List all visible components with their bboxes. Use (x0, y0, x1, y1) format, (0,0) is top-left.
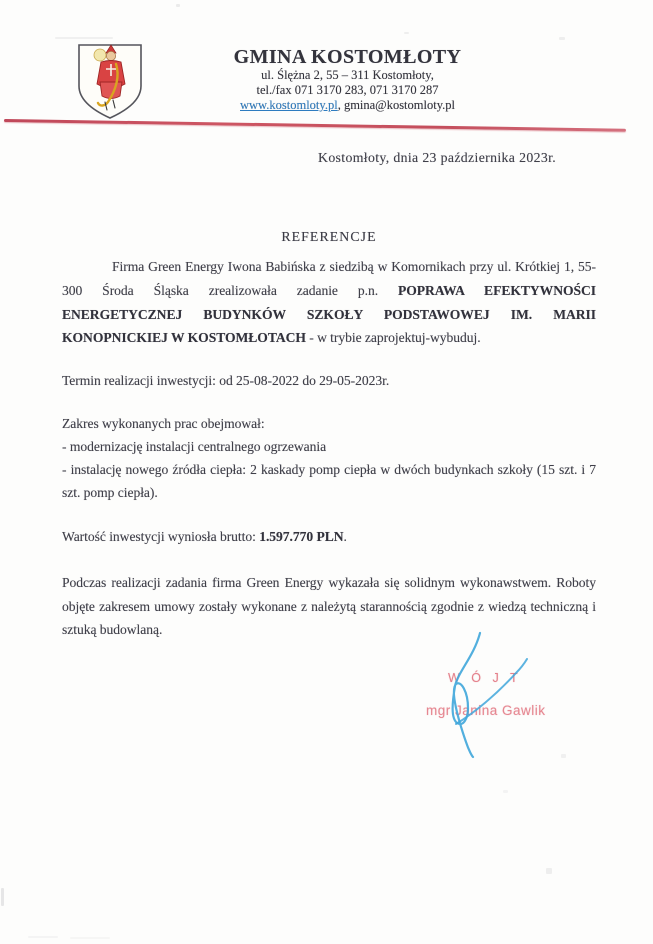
org-email: , gmina@kostomloty.pl (337, 98, 455, 112)
scan-artifact (561, 754, 566, 758)
date-line: Kostomłoty, dnia 23 października 2023r. (318, 150, 557, 165)
scan-artifact (176, 4, 180, 7)
letterhead (200, 46, 495, 113)
org-address: ul. Ślężna 2, 55 – 311 Kostomłoty, (261, 68, 434, 82)
value-text: Wartość inwestycji wyniosła brutto: (62, 529, 260, 544)
value-amount-bold: 1.597.770 PLN (259, 529, 344, 544)
scan-artifact (55, 37, 113, 39)
intro-text-end: - w trybie zaprojektuj-wybuduj. (305, 330, 481, 346)
org-website-link: www.kostomloty.pl (240, 98, 338, 112)
document-title: REFERENCJE (281, 229, 377, 244)
scan-artifact (70, 937, 110, 939)
header-divider (4, 119, 626, 132)
scan-artifact (546, 868, 552, 874)
scan-artifact (503, 790, 508, 793)
scan-artifact (28, 936, 58, 938)
coat-of-arms-icon (74, 42, 146, 122)
signer-role: W Ó J T (448, 671, 522, 685)
org-name: GMINA KOSTOMŁOTY (233, 46, 462, 68)
org-contact-line (200, 98, 495, 113)
scope-item: - modernizację instalacji centralnego ogrzewania (62, 439, 327, 454)
signer-name: mgr Janina Gawlik (426, 703, 546, 718)
intro-paragraph (62, 255, 596, 350)
scan-artifact (404, 32, 409, 34)
scope-heading: Zakres wykonanych prac obejmował: (62, 416, 265, 431)
value-line: Wartość inwestycji wyniosła brutto: 1.597.770 PLN. (62, 529, 347, 544)
project-title-bold: POPRAWA EFEKTYWNOŚCI ENERGETYCZNEJ BUDYNKÓW SZKOŁY PODSTAWOWEJ IM. MARII KONOPNICKIEJ W KOSTOMŁOTACH (62, 282, 597, 346)
handwritten-signature (430, 624, 552, 766)
scan-artifact (1, 888, 4, 906)
intro-text-start: Firma Green Energy Iwona Babińska z siedzibą w Komornikach przy ul. Krótkiej 1, 55-300 Środa Śląska zrealizowała zadanie p.n. (62, 259, 596, 298)
org-phone: tel./fax 071 3170 283, 071 3170 287 (256, 83, 439, 97)
scope-item: - instalację nowego źródła ciepła: 2 kaskady pomp ciepła w dwóch budynkach szkoły (15 szt. i 7 szt. pomp ciepła). (62, 462, 596, 500)
closing-paragraph: Podczas realizacji zadania firma Green Energy wykazała się solidnym wykonawstwem. Roboty objęte zakresem umowy zostały wykonane z należytą starannością zgodnie z wiedzą techniczną i sztuką budowlaną. (62, 575, 596, 638)
term-line: Termin realizacji inwestycji: od 25-08-2022 do 29-05-2023r. (62, 373, 390, 388)
scan-artifact (559, 37, 565, 40)
